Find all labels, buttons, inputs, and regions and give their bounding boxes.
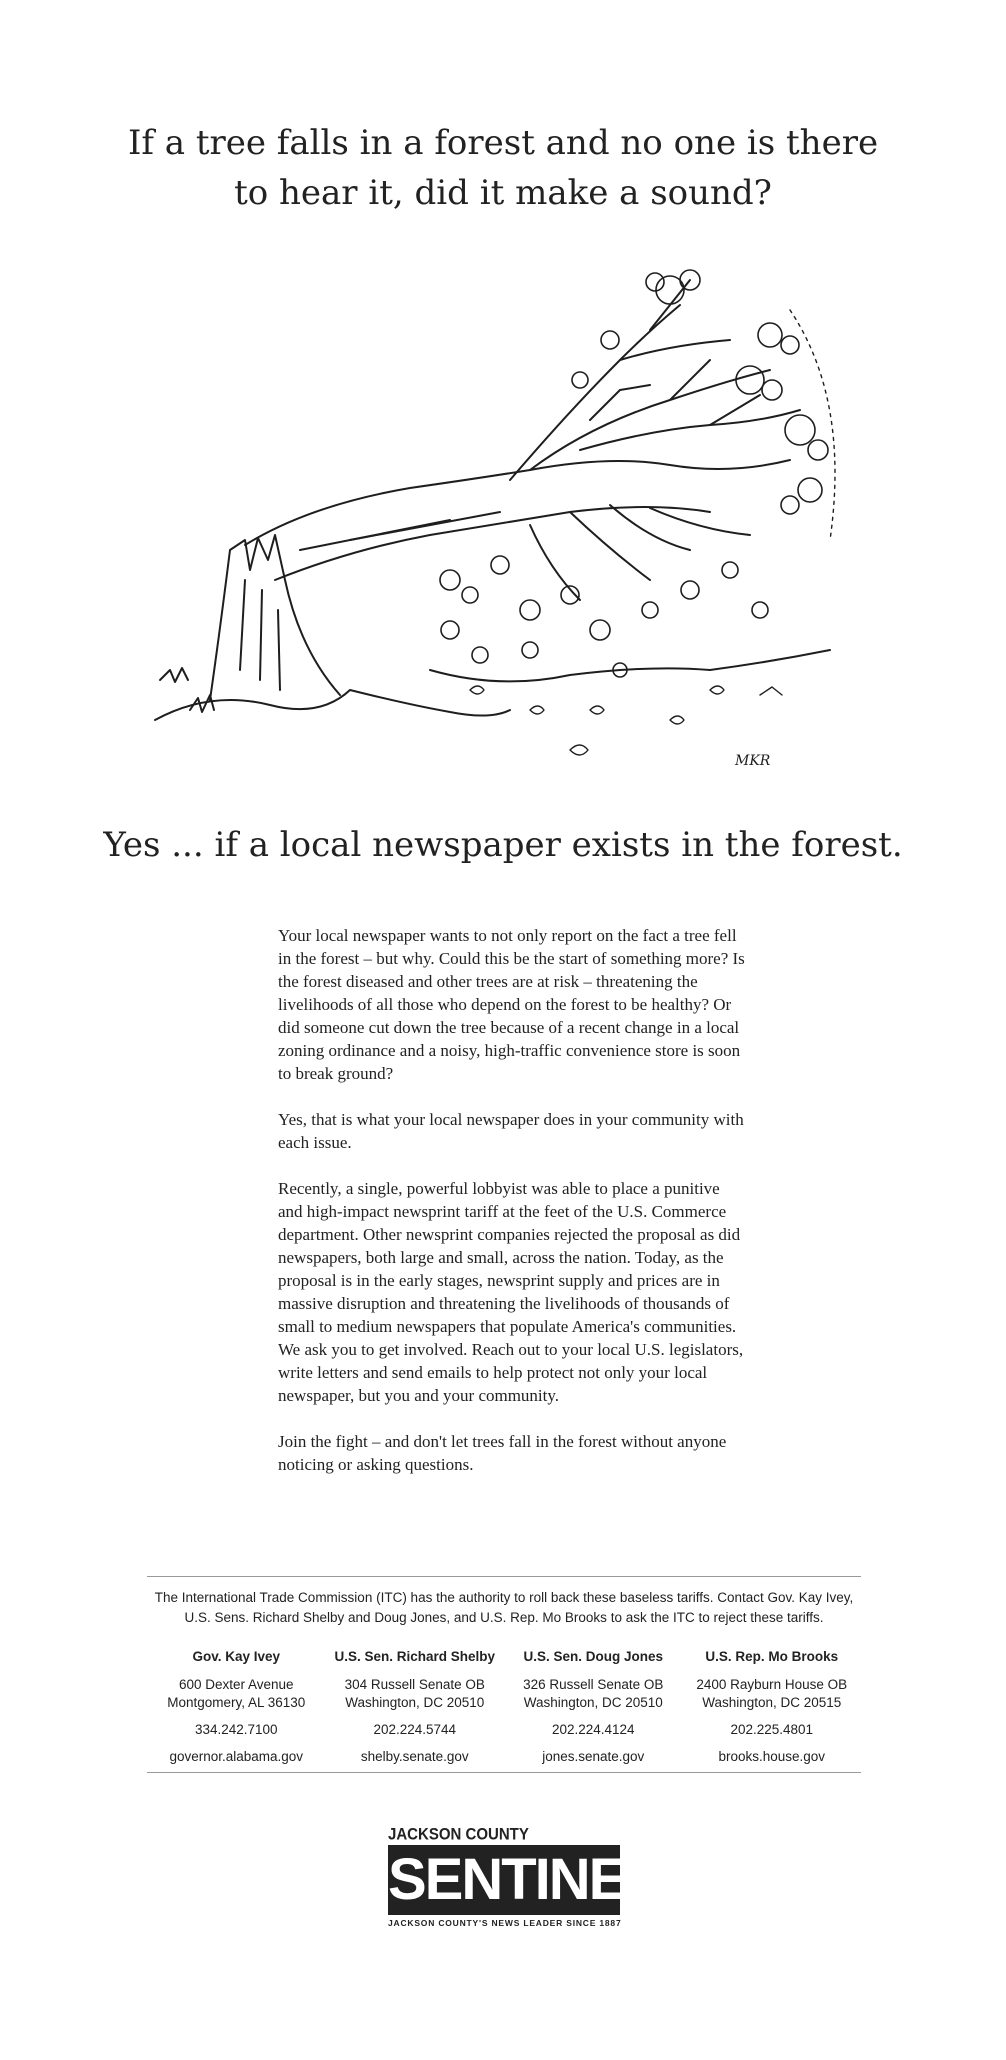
contact-address-line-2: Montgomery, AL 36130 (167, 1695, 306, 1710)
contact-address-line-2: Washington, DC 20515 (702, 1695, 842, 1710)
body-paragraph-2: Yes, that is what your local newspaper does in your community with each issue. (278, 1110, 744, 1152)
contact-kay-ivey (147, 1648, 326, 1766)
contact-phone: 202.224.5744 (373, 1722, 457, 1737)
contact-website: governor.alabama.gov (169, 1749, 304, 1764)
contact-name: U.S. Sen. Doug Jones (523, 1649, 664, 1664)
contact-address (504, 1676, 683, 1712)
contact-address-line-2: Washington, DC 20510 (523, 1695, 663, 1710)
contact-phone: 334.242.7100 (194, 1722, 278, 1737)
divider-bottom (147, 1772, 861, 1773)
contact-website: shelby.senate.gov (360, 1749, 469, 1764)
contacts-list (147, 1648, 861, 1766)
logo-top-text: JACKSON COUNTY (388, 1825, 529, 1844)
body-paragraph-1: Your local newspaper wants to not only report on the fact a tree fell in the forest – but why. Could this be the start of something more? Is the forest diseased and other trees are at risk – threatening the livelihoods of all those who depend on the forest to be healthy? Or did someone cut down the tree because of a recent change in a local zoning ordinance and a noisy, high-traffic convenience store is soon to break ground? (278, 926, 745, 1083)
contact-richard-shelby (326, 1648, 505, 1766)
contact-name: Gov. Kay Ivey (192, 1649, 281, 1664)
contact-address (326, 1676, 505, 1712)
contact-name: U.S. Rep. Mo Brooks (705, 1649, 839, 1664)
contact-mo-brooks (683, 1648, 862, 1766)
contact-address-line-2: Washington, DC 20510 (345, 1695, 485, 1710)
body-paragraph-3: Recently, a single, powerful lobbyist was able to place a punitive and high-impact newsprint tariff at the feet of the U.S. Commerce department. Other newsprint companies rejected the proposal as did newspapers, both large and small, across the nation. Today, as the proposal is in the early stages, newsprint supply and prices are in massive disruption and threatening the livelihoods of thousands of small to medium newspapers that populate America's communities. We ask you to get involved. Reach out to your local U.S. legislators, write letters and send emails to help protect not only your local newspaper, but you and your community. (278, 1179, 744, 1405)
itc-note: The International Trade Commission (ITC) has the authority to roll back these baseless tariffs. Contact Gov. Kay Ivey, U.S. Sens. Richard Shelby and Doug Jones, and U.S. Rep. Mo Brooks to ask the ITC to reject these tariffs. (154, 1590, 854, 1625)
body-paragraph-4: Join the fight – and don't let trees fall in the forest without anyone noticing or asking questions. (278, 1432, 727, 1474)
contact-website: jones.senate.gov (542, 1749, 645, 1764)
contact-address (683, 1676, 862, 1712)
contact-doug-jones (504, 1648, 683, 1766)
fallen-tree-illustration (150, 250, 870, 770)
contact-address-line-1: 326 Russell Senate OB (523, 1677, 664, 1692)
contact-address (147, 1676, 326, 1712)
subhead: Yes ... if a local newspaper exists in the forest. (103, 825, 903, 865)
contact-address-line-1: 600 Dexter Avenue (178, 1677, 294, 1692)
contact-website: brooks.house.gov (718, 1749, 826, 1764)
contact-address-line-1: 2400 Rayburn House OB (696, 1677, 848, 1692)
body-copy (278, 924, 748, 1499)
contact-phone: 202.224.4124 (551, 1722, 635, 1737)
artist-signature: MKR (735, 753, 771, 769)
contact-phone: 202.225.4801 (730, 1722, 814, 1737)
logo-tagline: JACKSON COUNTY'S NEWS LEADER SINCE 1887 (388, 1918, 622, 1928)
logo-masthead: SENTINEL (388, 1845, 620, 1915)
divider-top (147, 1576, 861, 1577)
contact-address-line-1: 304 Russell Senate OB (344, 1677, 485, 1692)
headline-line-2: to hear it, did it make a sound? (234, 173, 772, 213)
newspaper-logo (388, 1825, 659, 1928)
headline-line-1: If a tree falls in a forest and no one is there (127, 123, 879, 163)
contact-name: U.S. Sen. Richard Shelby (334, 1649, 496, 1664)
headline (0, 118, 1006, 218)
